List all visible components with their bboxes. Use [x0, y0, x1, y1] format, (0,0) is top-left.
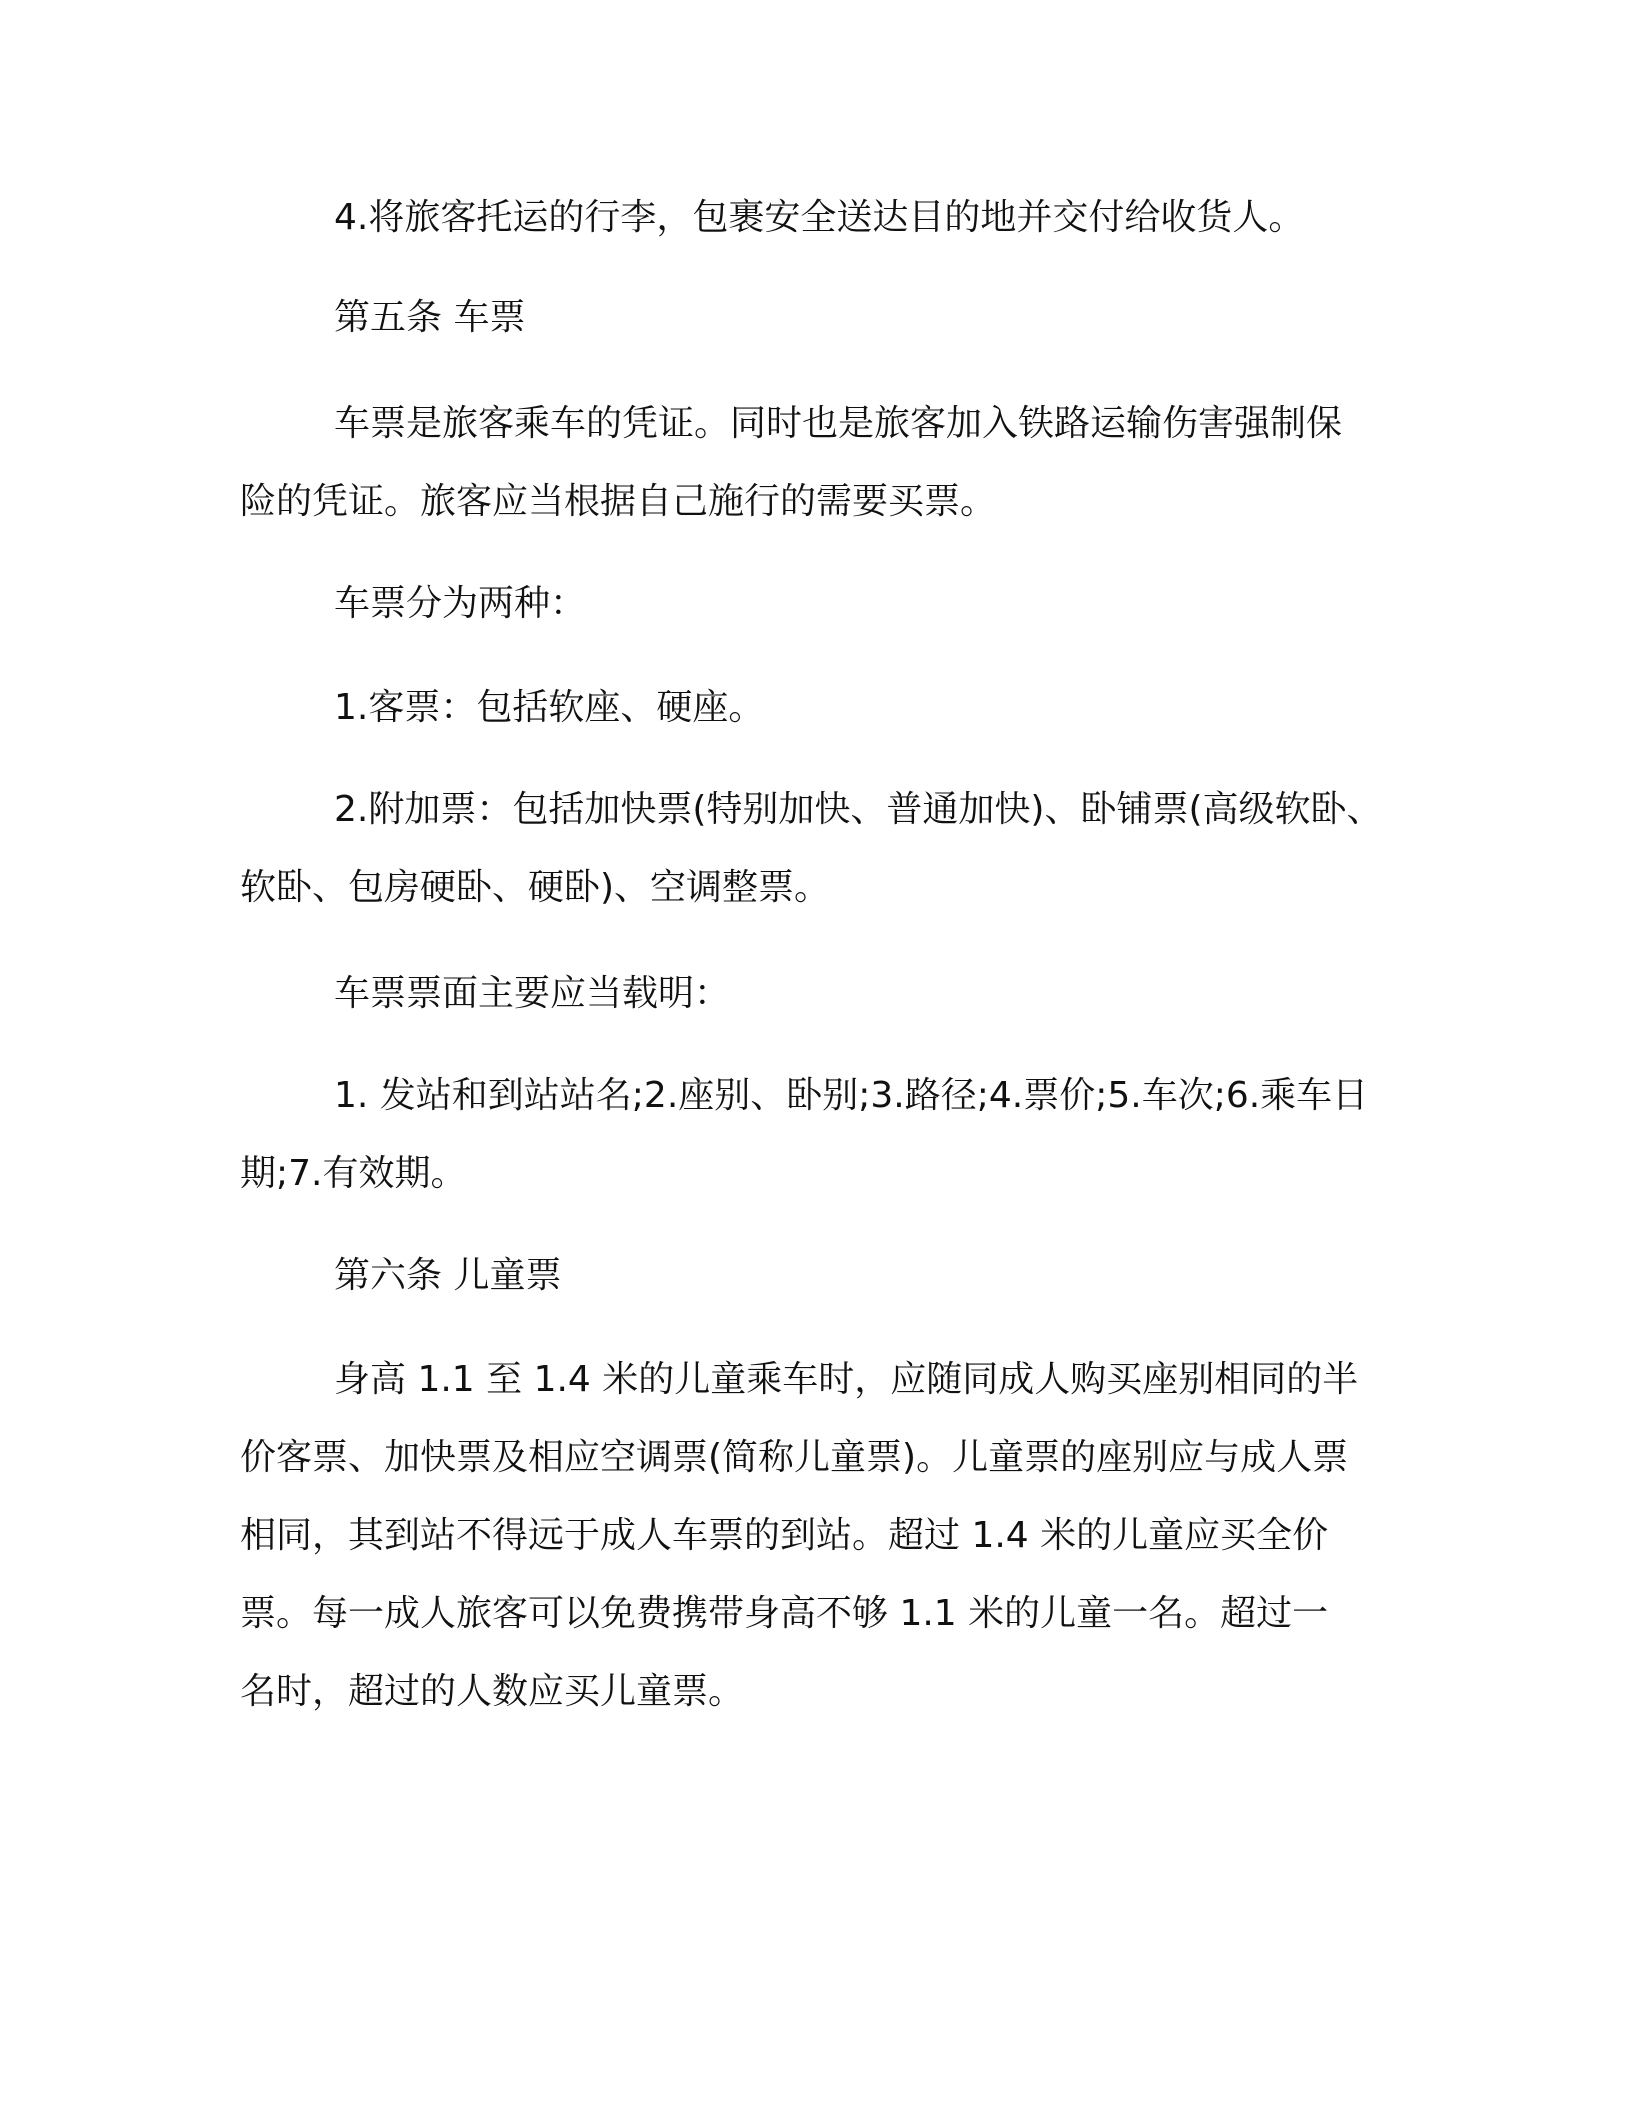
text-line: 期;7.有效期。 [240, 1153, 467, 1194]
text-line: 1. 发站和到站站名;2.座别、卧别;3.路径;4.票价;5.车次;6.乘车日 [334, 1075, 1369, 1116]
text-line: 相同，其到站不得远于成人车票的到站。超过 1.4 米的儿童应买全价 [240, 1515, 1329, 1556]
section-heading: 第六条 儿童票 [334, 1255, 562, 1296]
text-line: 价客票、加快票及相应空调票(简称儿童票)。儿童票的座别应与成人票 [240, 1437, 1349, 1478]
text-line: 4.将旅客托运的行李，包裹安全送达目的地并交付给收货人。 [334, 197, 1305, 238]
text-line: 1.客票：包括软座、硬座。 [334, 687, 765, 728]
section-heading: 第五条 车票 [334, 297, 526, 338]
text-line: 车票分为两种： [334, 583, 587, 624]
text-line: 险的凭证。旅客应当根据自己施行的需要买票。 [240, 481, 997, 522]
text-line: 车票票面主要应当载明： [334, 973, 731, 1014]
text-line: 2.附加票：包括加快票(特别加快、普通加快)、卧铺票(高级软卧、 [334, 789, 1383, 830]
text-line: 身高 1.1 至 1.4 米的儿童乘车时，应随同成人购买座别相同的半 [334, 1359, 1359, 1400]
text-line: 名时，超过的人数应买儿童票。 [240, 1671, 745, 1712]
text-line: 票。每一成人旅客可以免费携带身高不够 1.1 米的儿童一名。超过一 [240, 1593, 1329, 1634]
text-line: 软卧、包房硬卧、硬卧)、空调整票。 [240, 867, 831, 908]
text-line: 车票是旅客乘车的凭证。同时也是旅客加入铁路运输伤害强制保 [334, 403, 1343, 444]
